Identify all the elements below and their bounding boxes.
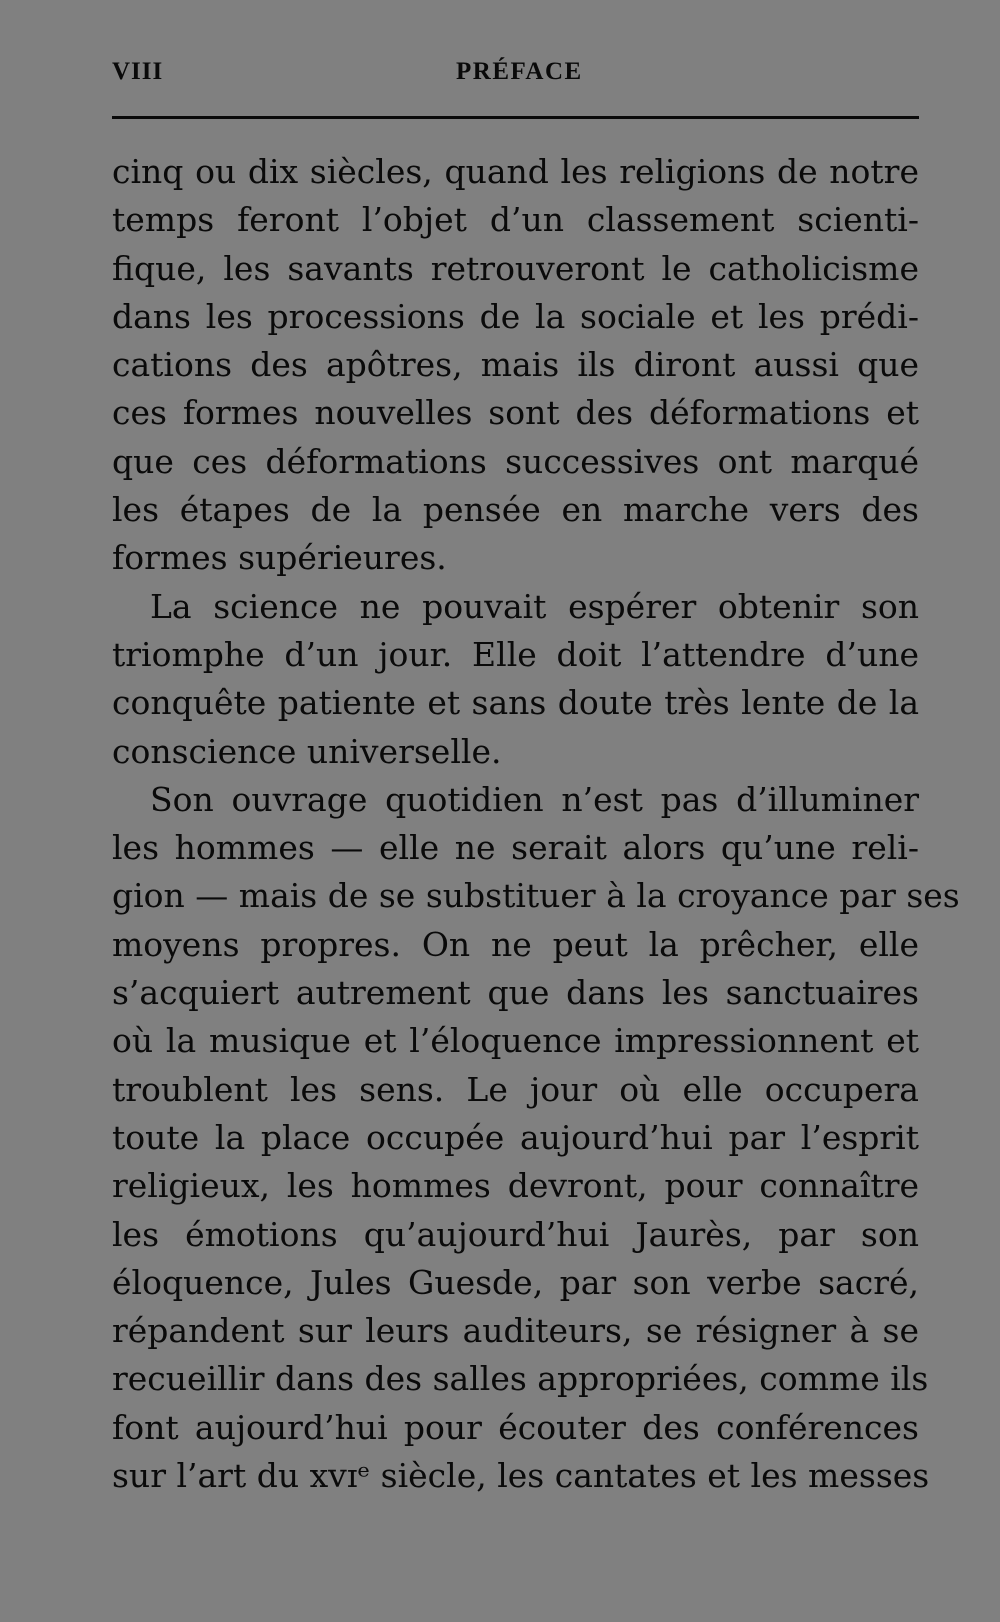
text-line: religieux, les hommes devront, pour connaître [112, 1166, 919, 1206]
text-line: les hommes — elle ne serait alors qu’une reli- [112, 828, 919, 868]
text-line: toute la place occupée aujourd’hui par l’esprit [112, 1117, 919, 1157]
text-line: conquête patiente et sans doute très lente de la [112, 683, 919, 723]
text-line: cinq ou dix siècles, quand les religions de notre [112, 152, 919, 191]
text-line: répandent sur leurs auditeurs, se résigner à se [112, 1311, 919, 1351]
header-rule [112, 116, 919, 119]
text-line: font aujourd’hui pour écouter des conférences [112, 1407, 919, 1447]
text-line: recueillir dans des salles appropriées, comme ils [112, 1359, 929, 1399]
text-line: sur l’art du xvɪᵉ siècle, les cantates et les messes [112, 1456, 930, 1496]
page-number: VIII [112, 58, 164, 85]
text-line: moyens propres. On ne peut la prêcher, elle [112, 924, 919, 964]
text-line: dans les processions de la sociale et les prédi- [112, 296, 919, 336]
text-line: fique, les savants retrouveront le catholicisme [112, 248, 919, 288]
text-line: conscience universelle. [112, 731, 502, 771]
running-title: PRÉFACE [456, 58, 583, 85]
text-line: formes supérieures. [112, 538, 447, 578]
paragraph-first-line: Son ouvrage quotidien n’est pas d’illuminer [150, 779, 919, 819]
running-head [112, 58, 919, 98]
paragraph-first-line: La science ne pouvait espérer obtenir son [150, 586, 919, 626]
text-line: ces formes nouvelles sont des déformations et [112, 393, 919, 433]
text-line: les étapes de la pensée en marche vers des [112, 490, 919, 530]
text-line: temps feront l’objet d’un classement scienti- [112, 200, 919, 240]
text-line: triomphe d’un jour. Elle doit l’attendre d’une [112, 634, 919, 674]
text-line: cations des apôtres, mais ils diront aussi que [112, 345, 919, 385]
text-line: les émotions qu’aujourd’hui Jaurès, par son [112, 1214, 919, 1254]
text-line: que ces déformations successives ont marqué [112, 441, 919, 481]
text-line: éloquence, Jules Guesde, par son verbe sacré, [112, 1262, 919, 1302]
text-line: s’acquiert autrement que dans les sanctuaires [112, 973, 919, 1013]
text-line: gion — mais de se substituer à la croyance par ses [112, 876, 960, 916]
text-line: troublent les sens. Le jour où elle occupera [112, 1069, 919, 1109]
body-text [112, 148, 960, 1500]
text-line: où la musique et l’éloquence impressionnent et [112, 1021, 919, 1061]
